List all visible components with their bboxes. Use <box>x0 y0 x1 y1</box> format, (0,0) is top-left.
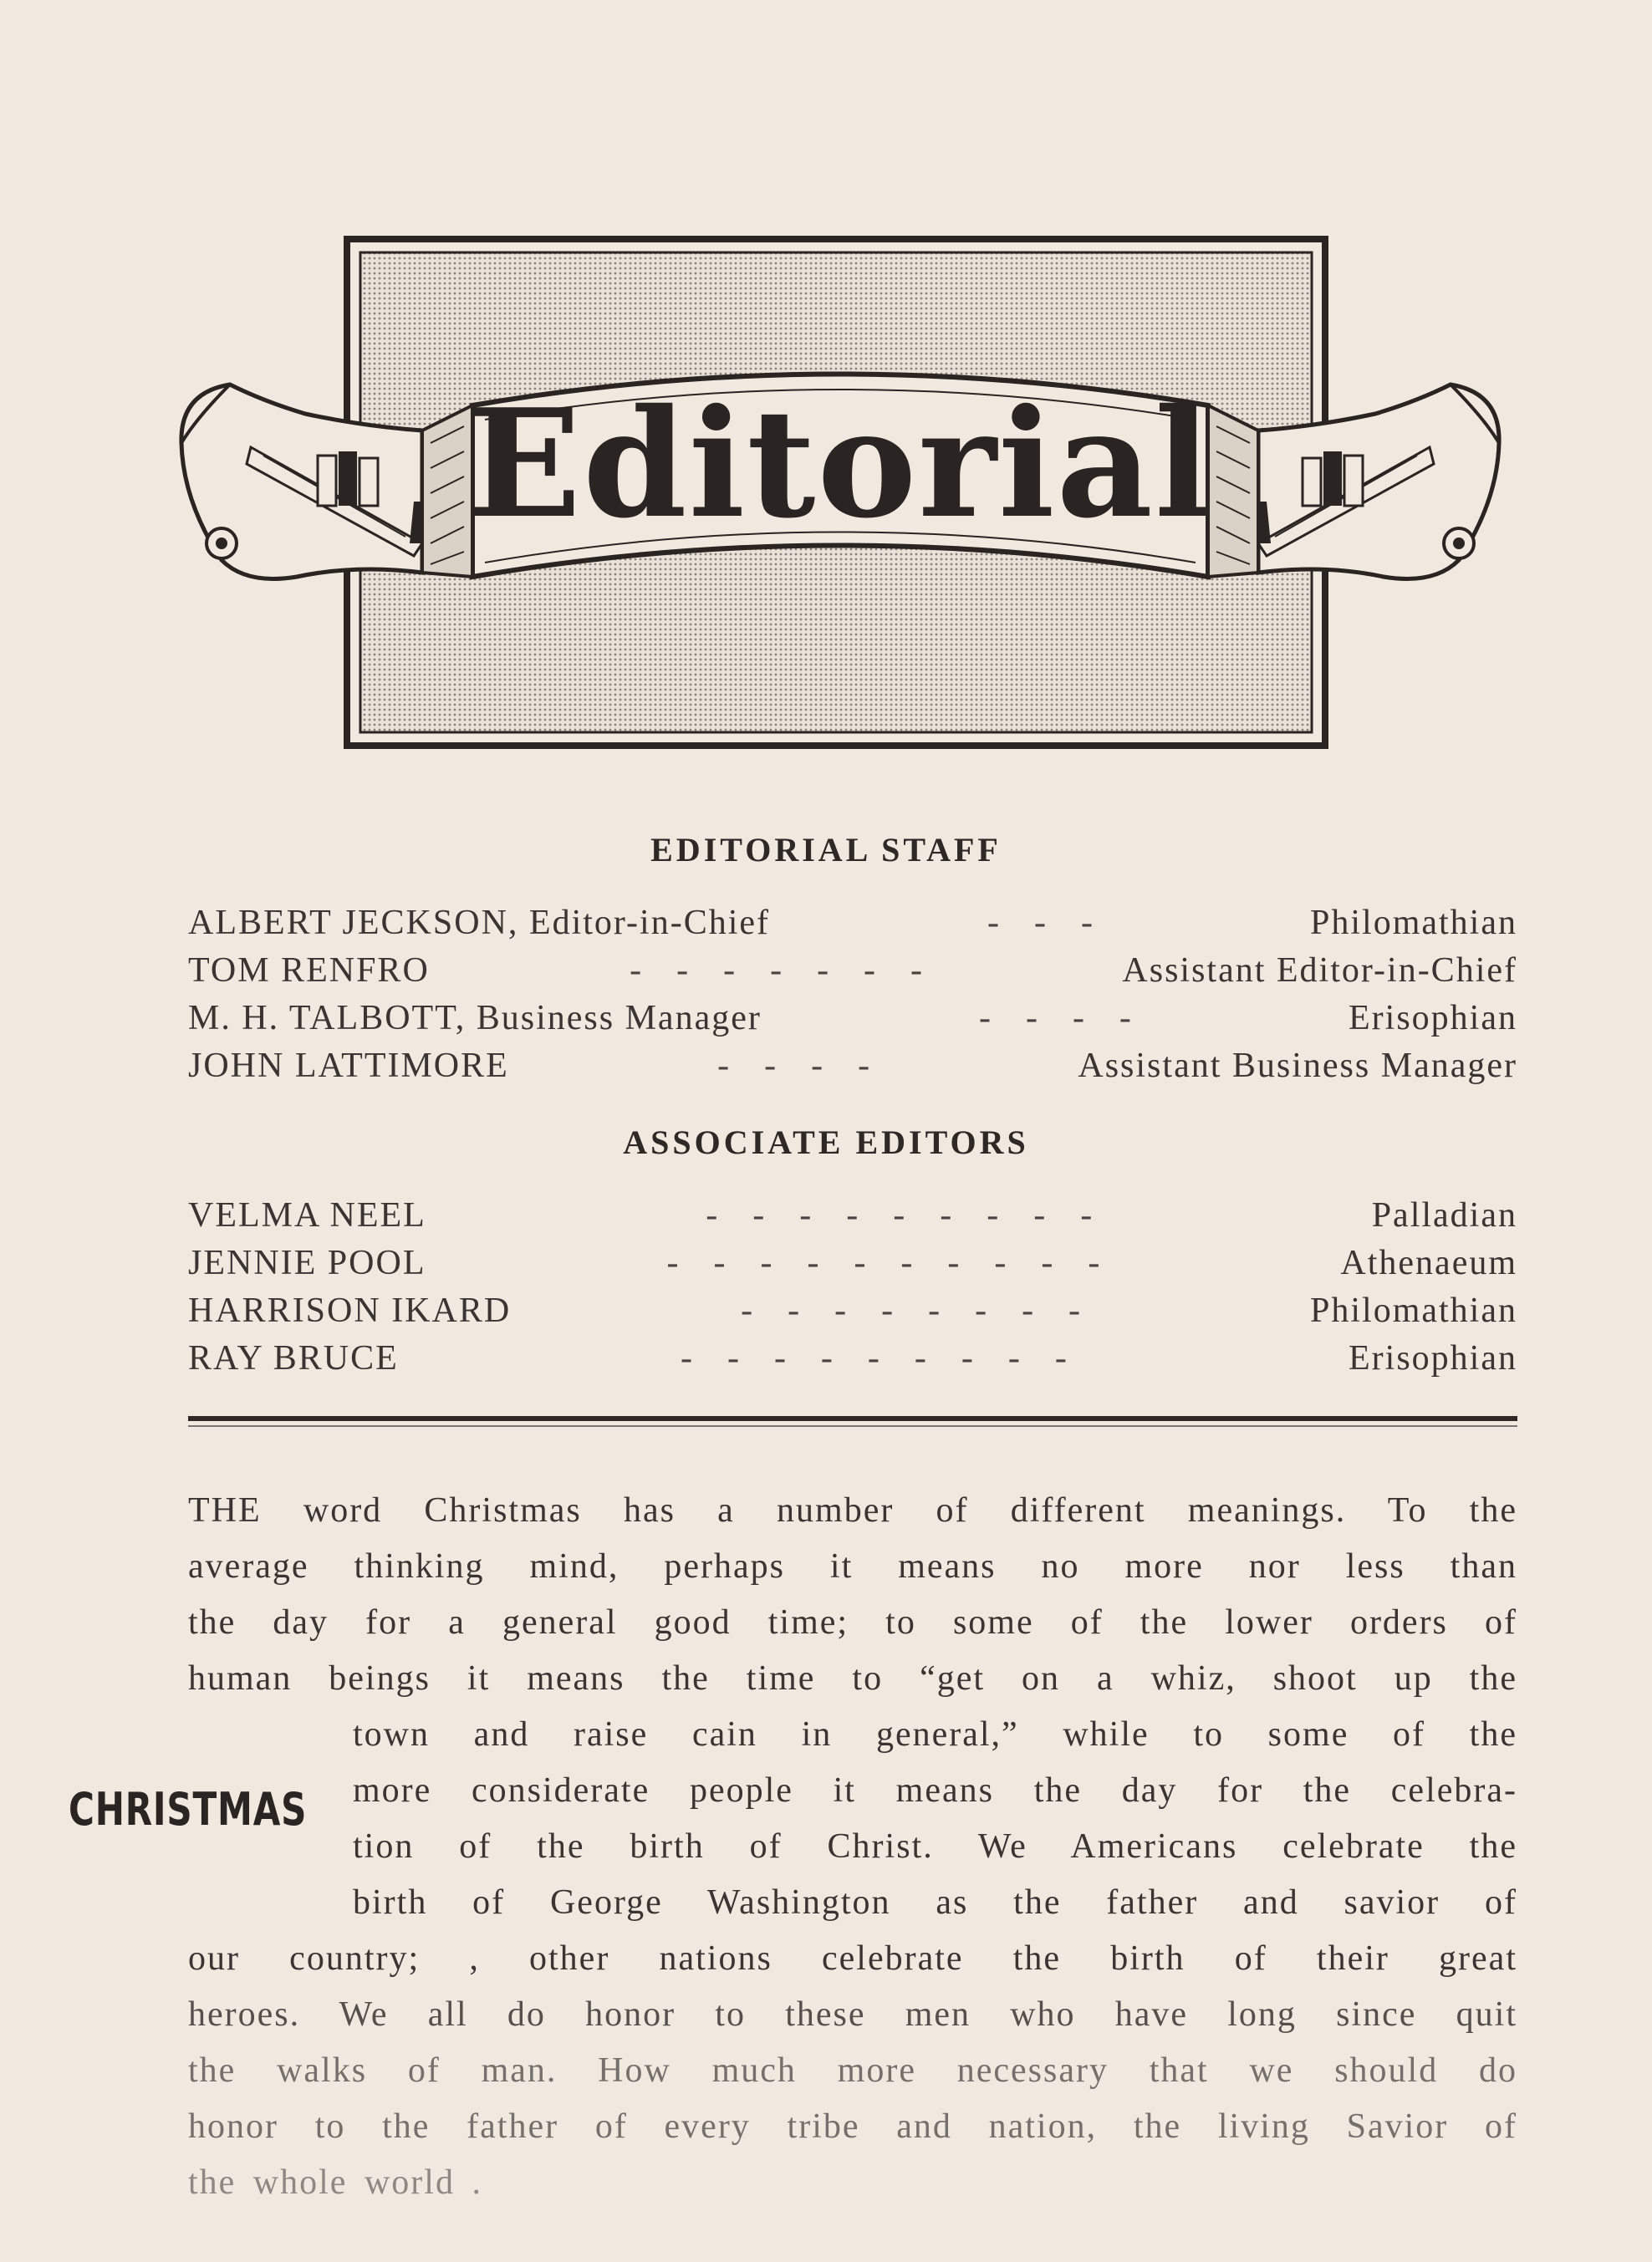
staff-name: ALBERT JECKSON, Editor-in-Chief <box>188 904 770 942</box>
society-name: Palladian <box>1371 1196 1517 1235</box>
editorial-staff-list <box>188 903 1517 1093</box>
staff-row <box>188 950 1517 998</box>
article-line: town and raise cain in general,” while to some of the <box>353 1715 1517 1754</box>
article-line: human beings it means the time to “get on a whiz, shoot up the <box>188 1659 1517 1698</box>
staff-role: Assistant Business Manager <box>1078 1047 1517 1085</box>
article-line: birth of George Washington as the father and savior of <box>353 1883 1517 1922</box>
article-line: average thinking mind, perhaps it means no more nor less than <box>188 1547 1517 1586</box>
dash-leader: - - - - - - - - <box>741 1291 1081 1330</box>
article-line: the day for a general good time; to some of the lower orders of <box>188 1603 1517 1642</box>
article-line: the walks of man. How much more necessary that we should do <box>188 2051 1517 2090</box>
society-name: Erisophian <box>1349 1339 1517 1378</box>
staff-role: Philomathian <box>1310 904 1517 942</box>
staff-name: JENNIE POOL <box>188 1244 426 1282</box>
staff-name: TOM RENFRO <box>188 951 430 990</box>
article-line: the whole world . <box>188 2163 482 2202</box>
society-name: Athenaeum <box>1340 1244 1517 1282</box>
associate-editors-list <box>188 1195 1517 1386</box>
dash-leader: - - - - - - - <box>630 951 923 990</box>
staff-role: Assistant Editor-in-Chief <box>1122 951 1517 990</box>
staff-role: Erisophian <box>1349 999 1517 1037</box>
staff-row <box>188 1046 1517 1093</box>
dash-leader: - - - - - - - - - - <box>666 1244 1100 1282</box>
staff-name: RAY BRUCE <box>188 1339 399 1378</box>
dash-leader: - - - - <box>717 1047 870 1085</box>
article-line: THE word Christmas has a number of different meanings. To the <box>188 1491 1517 1530</box>
masthead-title: Editorial <box>467 376 1213 551</box>
staff-name: HARRISON IKARD <box>188 1291 512 1330</box>
article-side-heading: CHRISTMAS <box>69 1783 308 1836</box>
dash-leader: - - - - - - - - - <box>680 1339 1067 1378</box>
article-line: more considerate people it means the day for the celebra- <box>353 1771 1517 1810</box>
editorial-staff-heading: EDITORIAL STAFF <box>650 831 1002 869</box>
staff-row <box>188 1338 1517 1386</box>
society-name: Philomathian <box>1310 1291 1517 1330</box>
article-line: heroes. We all do honor to these men who have long since quit <box>188 1995 1517 2034</box>
staff-row <box>188 1291 1517 1338</box>
dash-leader: - - - - <box>978 999 1131 1037</box>
staff-row <box>188 1243 1517 1291</box>
staff-name: VELMA NEEL <box>188 1196 426 1235</box>
article-line: honor to the father of every tribe and nation, the living Savior of <box>188 2107 1517 2146</box>
dash-leader: - - - - - - - - - <box>706 1196 1093 1235</box>
staff-name: JOHN LATTIMORE <box>188 1047 509 1085</box>
staff-name: M. H. TALBOTT, Business Manager <box>188 999 762 1037</box>
dash-leader: - - - <box>987 904 1093 942</box>
divider-rule <box>188 1416 1517 1421</box>
divider-rule-thin <box>188 1425 1517 1427</box>
associate-editors-heading: ASSOCIATE EDITORS <box>623 1123 1029 1161</box>
staff-row <box>188 1195 1517 1243</box>
editorial-masthead <box>171 226 1509 761</box>
staff-row <box>188 903 1517 950</box>
staff-row <box>188 998 1517 1046</box>
article-line: our country; , other nations celebrate the birth of their great <box>188 1939 1517 1978</box>
article-line: tion of the birth of Christ. We Americans celebrate the <box>353 1827 1517 1866</box>
